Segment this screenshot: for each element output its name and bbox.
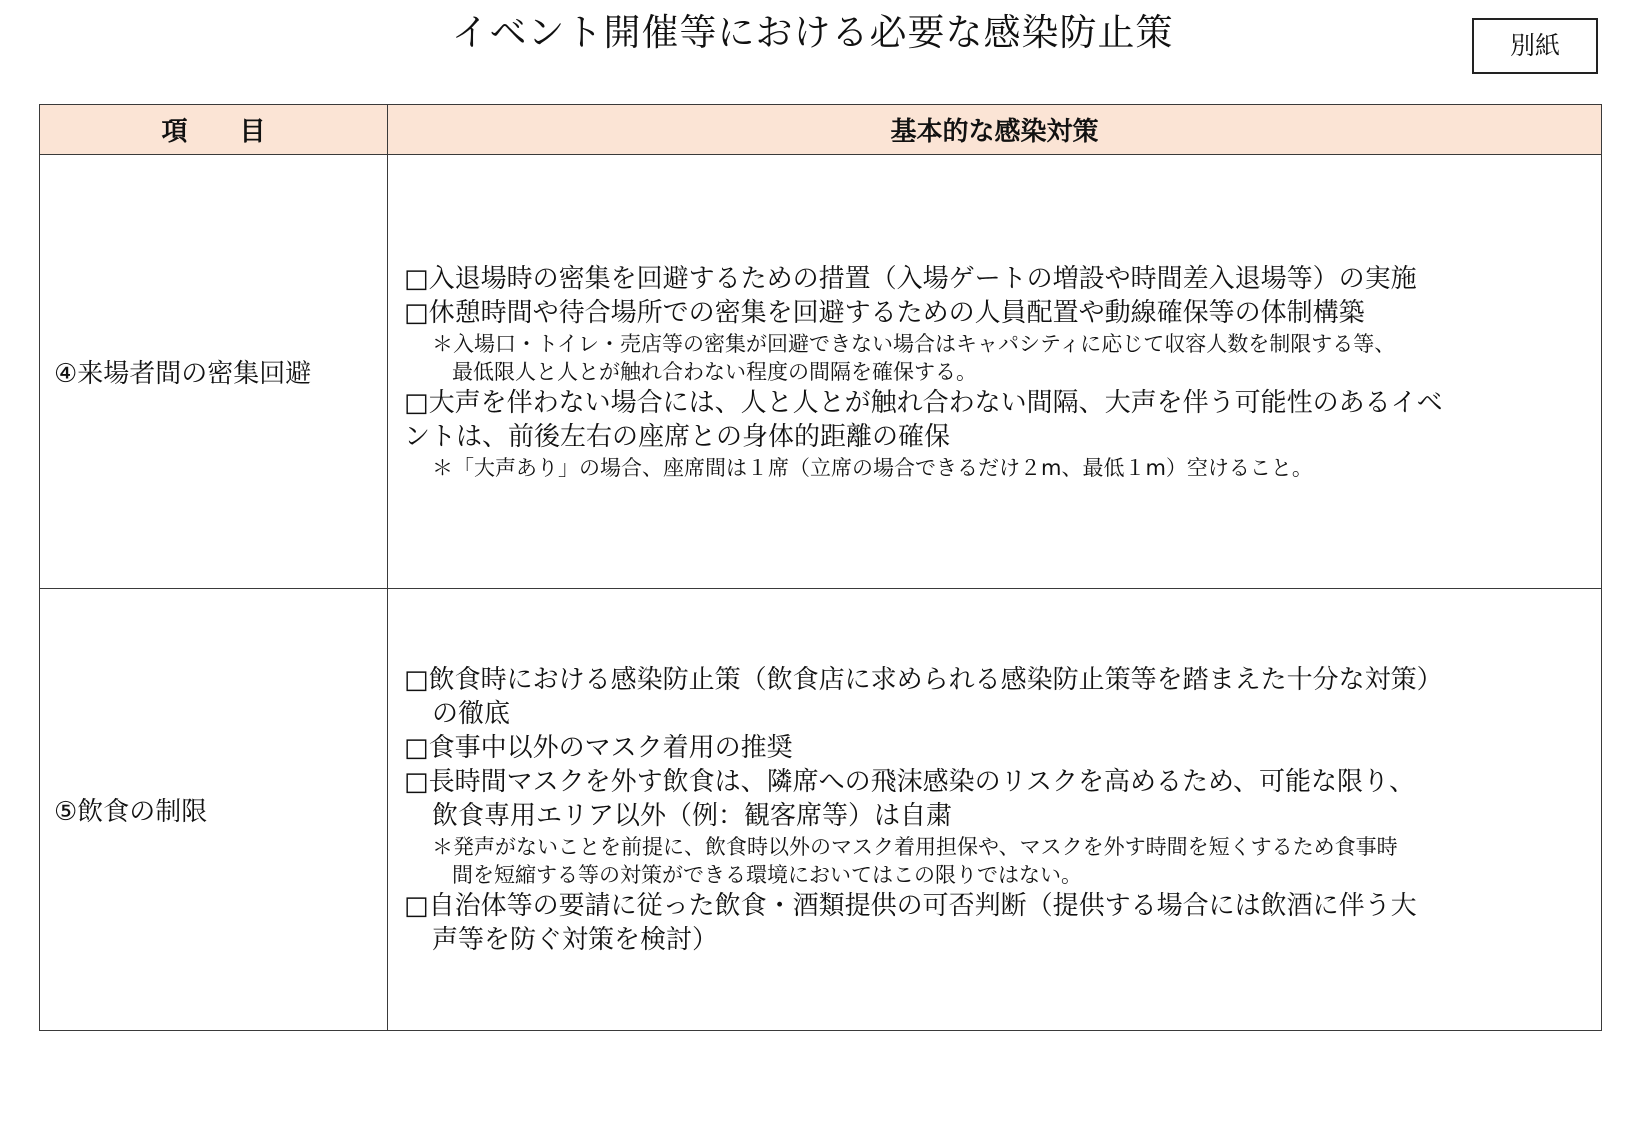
table-row — [40, 589, 1602, 1031]
measure-line: □自治体等の要請に従った飲食・酒類提供の可否判断（提供する場合には飲酒に伴う大 — [404, 890, 1417, 921]
measure-line-continued: の徹底 — [432, 698, 511, 729]
measure-line: □飲食時における感染防止策（飲食店に求められる感染防止策等を踏まえた十分な対策） — [404, 664, 1443, 695]
row-measures — [388, 589, 1602, 1031]
measure-line: □大声を伴わない場合には、人と人とが触れ合わない間隔、大声を伴う可能性のあるイベ — [404, 387, 1443, 418]
measure-note: ＊発声がないことを前提に、飲食時以外のマスク着用担保や、マスクを外す時間を短くするため食事時 — [432, 834, 1398, 859]
measure-note: ＊「大声あり」の場合、座席間は１席（立席の場合できるだけ２m、最低１m）空けること。 — [432, 455, 1313, 480]
row-item-label: ⑤飲食の制限 — [40, 589, 388, 1031]
table-header-row — [40, 105, 1602, 155]
infection-measures-table — [39, 104, 1602, 1031]
measure-note-continued: 間を短縮する等の対策ができる環境においてはこの限りではない。 — [452, 862, 1082, 887]
row-item-label: ④来場者間の密集回避 — [40, 155, 388, 589]
measure-line-continued: 声等を防ぐ対策を検討） — [432, 924, 719, 955]
measure-line-continued: 飲食専用エリア以外（例：観客席等）は自粛 — [432, 800, 953, 831]
row-measures — [388, 155, 1602, 589]
measure-line-continued: ントは、前後左右の座席との身体的距離の確保 — [404, 421, 951, 452]
measure-line: □休憩時間や待合場所での密集を回避するための人員配置や動線確保等の体制構築 — [404, 297, 1365, 328]
attachment-label-box: 別紙 — [1472, 18, 1598, 74]
measure-line: □長時間マスクを外す飲食は、隣席への飛沫感染のリスクを高めるため、可能な限り、 — [404, 766, 1416, 797]
measure-note-continued: 最低限人と人とが触れ合わない程度の間隔を確保する。 — [452, 359, 977, 384]
header-measures: 基本的な感染対策 — [388, 105, 1602, 155]
page-title: イベント開催等における必要な感染防止策 — [451, 11, 1174, 54]
measure-line: □入退場時の密集を回避するための措置（入場ゲートの増設や時間差入退場等）の実施 — [404, 263, 1417, 294]
measure-line: □食事中以外のマスク着用の推奨 — [404, 732, 793, 763]
table-row — [40, 155, 1602, 589]
header-item: 項 目 — [40, 105, 388, 155]
measure-note: ＊入場口・トイレ・売店等の密集が回避できない場合はキャパシティに応じて収容人数を制限する等、 — [432, 331, 1396, 356]
